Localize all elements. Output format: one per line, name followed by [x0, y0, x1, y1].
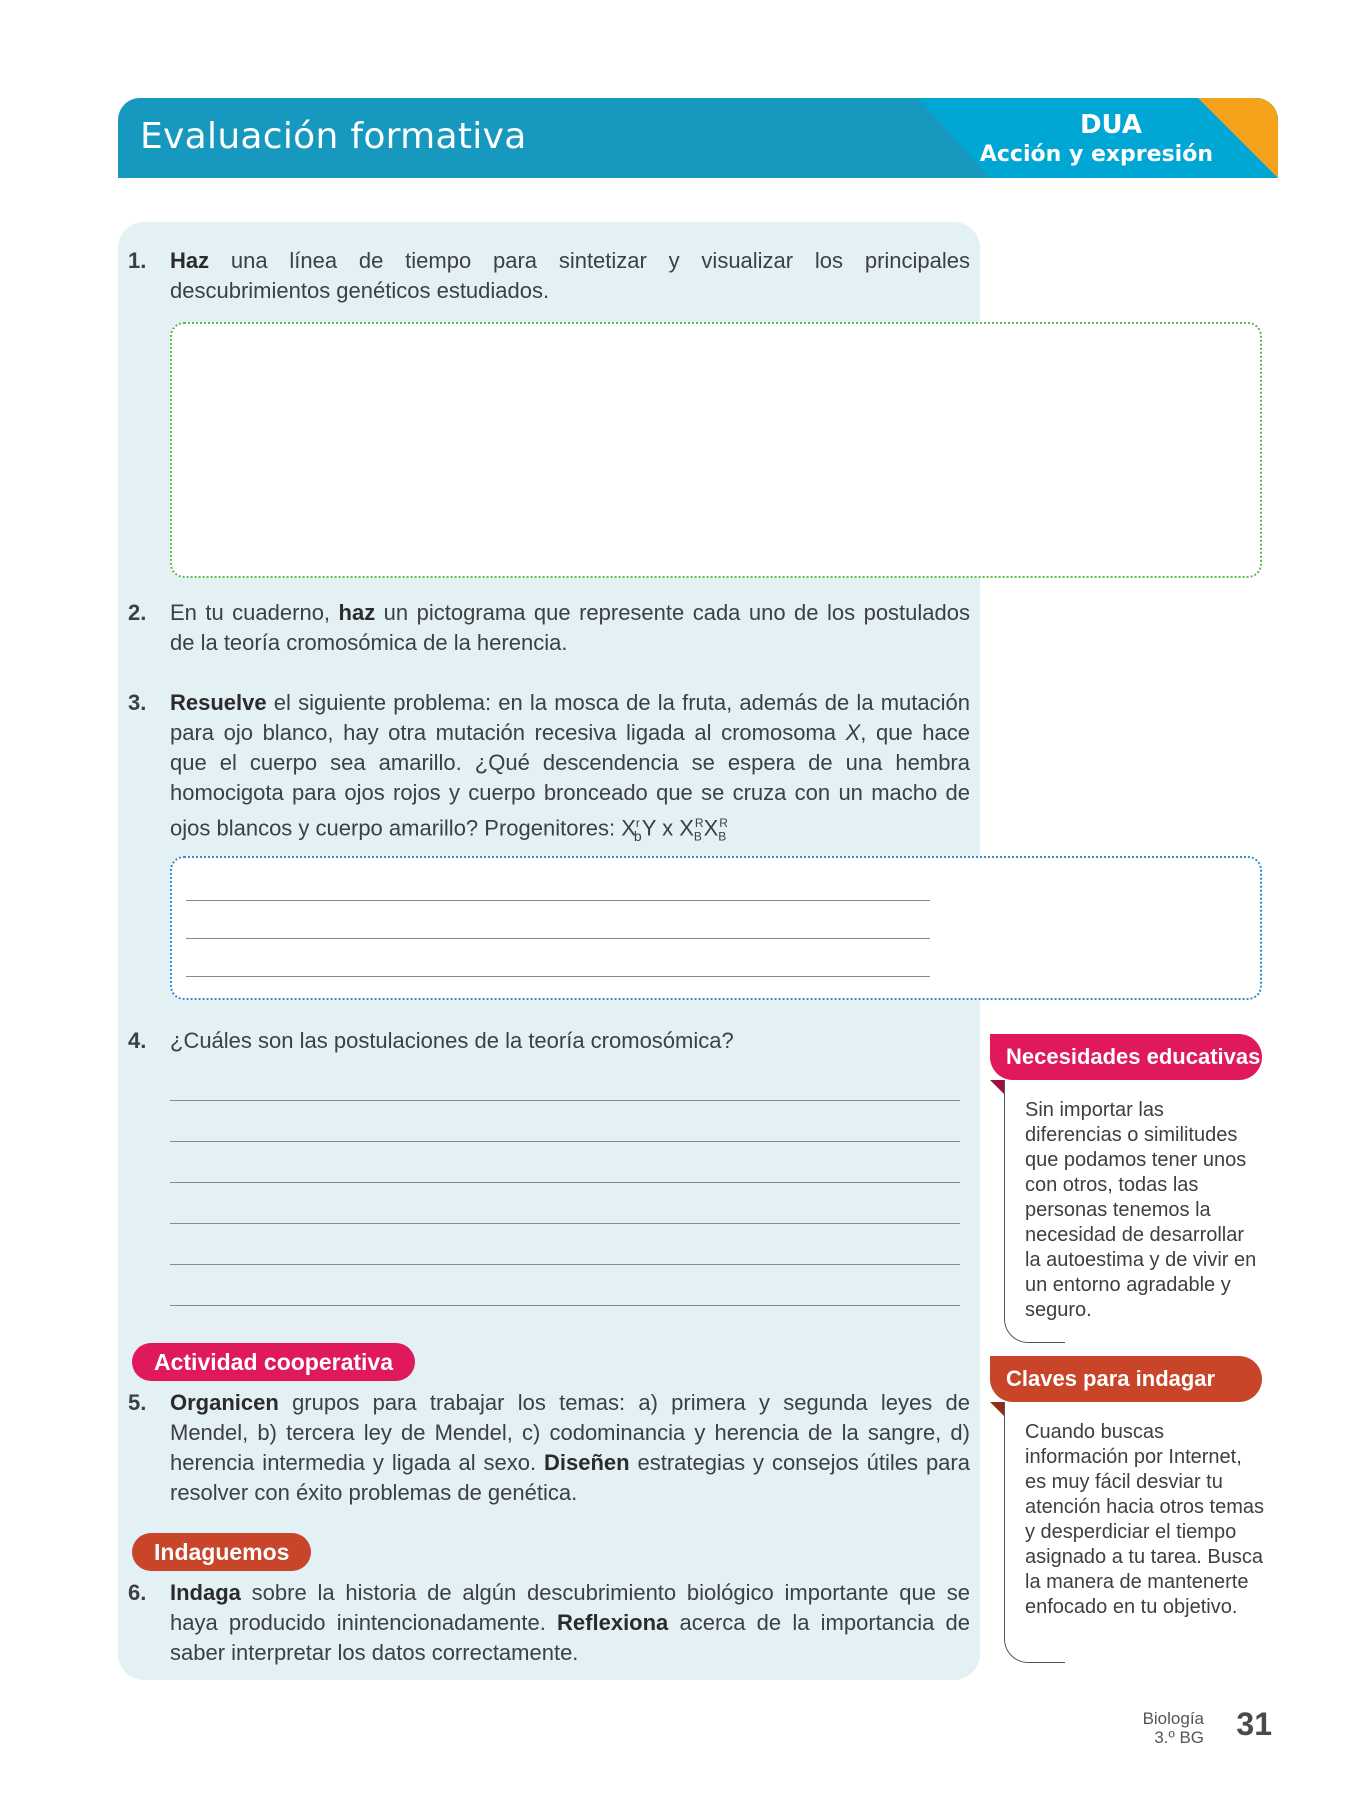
keys-title: Claves para indagar: [990, 1356, 1262, 1402]
question-number: 4.: [128, 1028, 147, 1053]
answer-line[interactable]: [170, 1141, 960, 1142]
question-body: sobre la historia de algún descubrimiento biológico importante que se haya producido inintencionadamente.: [170, 1580, 970, 1635]
question-body-continued: acerca de la importancia de saber interpretar los datos correctamente.: [170, 1610, 971, 1665]
answer-line[interactable]: [186, 900, 930, 901]
question-body: el siguiente problema: en la mosca de la fruta, además de la mutación para ojo blanco, hay otra mutación recesiva ligada al cromosoma: [170, 690, 970, 745]
action-verb: Diseñen: [544, 1450, 630, 1475]
inquiry-tag: Indaguemos: [132, 1533, 311, 1571]
question-body-continued: estrategias y consejos útiles para resolver con éxito problemas de genética.: [170, 1450, 970, 1505]
action-verb: Indaga: [170, 1580, 241, 1605]
formula-sup: r: [635, 816, 640, 830]
question-body: un pictograma que represente cada uno de los postulados de la teoría cromosómica de la herencia.: [170, 600, 970, 655]
section-header: [118, 98, 1278, 178]
answer-line[interactable]: [186, 938, 930, 939]
action-verb: Reflexiona: [557, 1610, 669, 1635]
timeline-answer-box[interactable]: [170, 322, 1262, 578]
answer-line[interactable]: [170, 1264, 960, 1265]
question-number: 1.: [128, 248, 147, 273]
question-text: [170, 1578, 970, 1668]
formula-mid: Y x X: [641, 815, 694, 841]
formula-sup: R: [719, 816, 728, 830]
question-text: ¿Cuáles son las postulaciones de la teoría cromosómica?: [170, 1028, 734, 1053]
question-3: [128, 688, 970, 844]
grade-label: 3.º BG: [1154, 1728, 1204, 1747]
answer-line[interactable]: [186, 976, 930, 977]
question-5: [128, 1388, 968, 1510]
subject-name: Biología: [1142, 1709, 1204, 1728]
keys-tab-fold: [990, 1402, 1004, 1416]
formula-sub: B: [693, 829, 702, 844]
keys-text: Cuando buscas información por Internet, es muy fácil desviar tu atención hacia otros temas y desperdiciar el tiempo asignado a tu tarea. Busca la manera de mantenerte enfocado en tu objetivo.: [1025, 1421, 1265, 1618]
page-number: 31: [1236, 1706, 1272, 1742]
question-text: [170, 1388, 970, 1508]
formula-sub: B: [718, 829, 727, 844]
question-body-continued: , que hace que el cuerpo sea amarillo. ¿Qué descendencia se espera de una hembra homocigota para ojos rojos y cuerpo bronceado que se cruza con un macho de ojos blancos y cuerpo amarillo? Progenitores: X: [170, 720, 970, 841]
question-number: 6.: [128, 1580, 147, 1605]
question-4: [128, 1026, 968, 1060]
question-body: grupos para trabajar los temas: a) primera y segunda leyes de Mendel, b) tercera ley de Mendel, c) codominancia y herencia de la sangre, d) herencia intermedia y ligada al sexo.: [170, 1390, 970, 1475]
question-body: una línea de tiempo para sintetizar y visualizar los principales descubrimientos genéticos estudiados.: [170, 248, 970, 303]
answer-line[interactable]: [170, 1182, 960, 1183]
needs-text: Sin importar las diferencias o similitudes que podamos tener unos con otros, todas las personas tenemos la necesidad de desarrollar la autoestima y de vivir en un entorno agradable y seguro.: [1025, 1099, 1257, 1321]
cooperative-activity-tag: Actividad cooperativa: [132, 1343, 415, 1381]
footer-subject: [1143, 1709, 1204, 1747]
section-title: Evaluación formativa: [140, 116, 527, 157]
problem-answer-box[interactable]: [170, 856, 1262, 1000]
question-number: 3.: [128, 690, 147, 715]
answer-line[interactable]: [170, 1223, 960, 1224]
question-number: 2.: [128, 600, 147, 625]
question-text: [170, 246, 970, 306]
dua-label: DUA: [1079, 110, 1142, 140]
action-verb: Organicen: [170, 1390, 279, 1415]
formula-sub: b: [633, 827, 642, 844]
needs-title: Necesidades educativas: [990, 1034, 1262, 1080]
question-1: [128, 246, 968, 310]
question-prefix: En tu cuaderno,: [170, 600, 339, 625]
action-verb: Resuelve: [170, 690, 267, 715]
question-6: [128, 1578, 971, 1670]
answer-line[interactable]: [170, 1305, 960, 1306]
dua-subtitle: Acción y expresión: [979, 142, 1213, 167]
needs-tab-fold: [990, 1080, 1004, 1094]
question-number: 5.: [128, 1390, 147, 1415]
action-verb: haz: [338, 600, 376, 625]
answer-line[interactable]: [170, 1100, 960, 1101]
formula-sup: R: [694, 816, 704, 830]
chromosome-x: X: [845, 720, 861, 745]
question-text: [170, 598, 970, 658]
question-text: [170, 688, 970, 852]
action-verb: Haz: [170, 248, 210, 273]
formula-x: X: [703, 815, 719, 841]
question-2: [128, 598, 968, 662]
